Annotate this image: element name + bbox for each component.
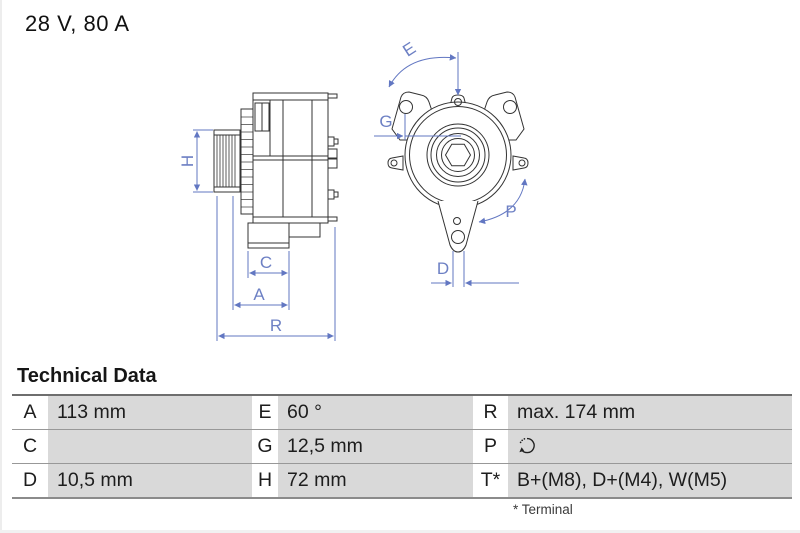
alternator-body <box>253 93 338 223</box>
cell-label-a: A <box>12 396 48 429</box>
bottom-lug <box>438 201 478 252</box>
dimension-label-a: A <box>253 285 265 304</box>
right-side-tab <box>513 156 528 170</box>
technical-data-table <box>12 396 792 499</box>
page-title: 28 V, 80 A <box>25 11 130 36</box>
table-row <box>12 396 792 430</box>
dimension-label-d: D <box>436 259 450 278</box>
table-row <box>12 464 792 499</box>
cell-value-r: max. 174 mm <box>508 396 792 429</box>
terminal-footnote: * Terminal <box>513 502 573 517</box>
side-view-dimension-labels <box>178 155 282 335</box>
cell-value-h: 72 mm <box>278 464 473 497</box>
cell-value-g: 12,5 mm <box>278 430 473 463</box>
dimension-label-g: G <box>379 112 393 131</box>
mounting-foot <box>248 223 320 248</box>
cell-label-p: P <box>473 430 508 463</box>
cell-value-e: 60 ° <box>278 396 473 429</box>
cell-value-t: B+(M8), D+(M4), W(M5) <box>508 464 792 497</box>
technical-data-heading: Technical Data <box>17 365 157 387</box>
dimension-label-c: C <box>259 253 273 272</box>
rotation-direction-icon <box>517 436 537 454</box>
cell-label-d: D <box>12 464 48 497</box>
dimension-label-e: E <box>399 38 420 61</box>
dimension-label-p: P <box>505 202 517 221</box>
cell-value-p <box>508 430 792 463</box>
table-row <box>12 430 792 464</box>
cell-label-g: G <box>252 430 278 463</box>
fan-column <box>241 109 253 214</box>
dimension-label-h: H <box>178 154 197 168</box>
cell-value-a: 113 mm <box>48 396 252 429</box>
cell-label-t: T* <box>473 464 508 497</box>
left-side-tab <box>388 156 403 170</box>
cell-label-h: H <box>252 464 278 497</box>
front-view-drawing <box>388 92 528 252</box>
cell-label-c: C <box>12 430 48 463</box>
cell-label-e: E <box>252 396 278 429</box>
cell-value-d: 10,5 mm <box>48 464 252 497</box>
housing-outline <box>405 102 511 208</box>
cell-label-r: R <box>473 396 508 429</box>
cell-value-c <box>48 430 252 463</box>
pulley <box>214 130 240 192</box>
dimension-label-r: R <box>269 316 283 335</box>
